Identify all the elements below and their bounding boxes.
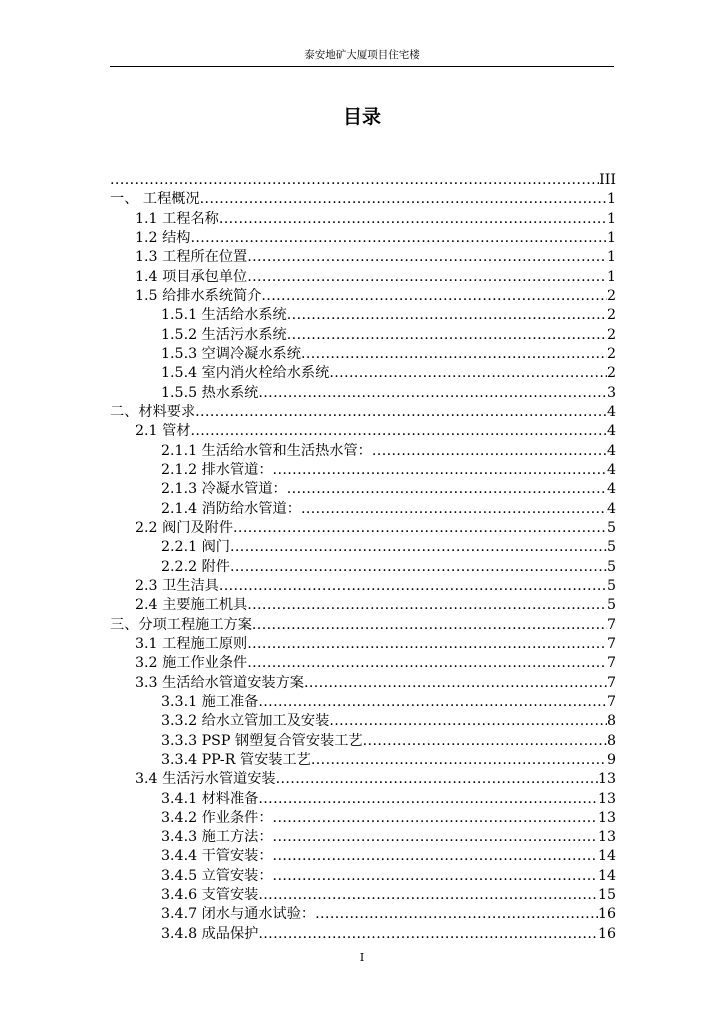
toc-entry-label: 1.5.2 生活污水系统 — [161, 326, 287, 343]
toc-dot-leader — [230, 538, 607, 557]
toc-entry[interactable] — [110, 538, 616, 557]
toc-entry-label: 1.5 给排水系统简介 — [135, 287, 262, 304]
toc-entry-page: 5 — [606, 558, 616, 575]
toc-entry-page: 4 — [606, 423, 616, 440]
toc-entry[interactable] — [110, 364, 616, 383]
toc-entry-page: 2 — [606, 365, 616, 382]
table-of-contents — [110, 171, 616, 944]
toc-entry-page: 14 — [597, 867, 616, 884]
toc-entry-page: 13 — [597, 790, 616, 807]
toc-entry[interactable] — [110, 712, 616, 731]
toc-entry[interactable] — [110, 732, 616, 751]
toc-entry[interactable] — [110, 422, 616, 441]
toc-entry-page: 1 — [606, 249, 616, 266]
toc-entry[interactable] — [110, 345, 616, 364]
toc-entry-label: 3.4.7 闭水与通水试验： — [161, 906, 316, 923]
toc-entry-label: 2.2.1 阀门 — [161, 539, 230, 556]
toc-entry-page: 5 — [606, 597, 616, 614]
toc-dot-leader — [287, 306, 607, 325]
toc-entry-page: 5 — [606, 539, 616, 556]
toc-dot-leader — [301, 345, 607, 364]
toc-entry-label: 1.5.5 热水系统 — [161, 384, 259, 401]
toc-entry-label: 2.1.4 消防给水管道： — [161, 500, 301, 517]
toc-entry[interactable] — [110, 326, 616, 345]
toc-dot-leader — [276, 770, 598, 789]
toc-dot-leader — [247, 654, 607, 673]
toc-dot-leader — [287, 480, 607, 499]
toc-entry-page: 8 — [606, 713, 616, 730]
toc-dot-leader — [258, 925, 598, 944]
toc-entry-label: 3.4.8 成品保护 — [161, 925, 259, 942]
toc-entry-page: 2 — [606, 345, 616, 362]
toc-dot-leader — [233, 519, 607, 538]
toc-entry-page: 7 — [606, 616, 616, 633]
toc-entry[interactable] — [110, 384, 616, 403]
toc-entry[interactable] — [110, 654, 616, 673]
toc-dot-leader — [247, 596, 607, 615]
toc-entry-page: 16 — [597, 906, 616, 923]
toc-entry-label: 2.2 阀门及附件 — [135, 519, 234, 536]
page-number: I — [359, 951, 365, 964]
toc-entry[interactable] — [110, 268, 616, 287]
toc-entry-label: 2.2.2 附件 — [161, 558, 230, 575]
toc-entry-page: 1 — [606, 191, 616, 208]
toc-entry[interactable] — [110, 693, 616, 712]
toc-entry-page: III — [599, 172, 616, 188]
toc-entry-label: 三、分项工程施工方案 — [110, 616, 252, 633]
toc-entry-page: 7 — [606, 635, 616, 652]
toc-entry[interactable] — [110, 616, 616, 635]
toc-dot-leader — [230, 558, 607, 577]
toc-dot-leader — [311, 751, 607, 770]
toc-entry-label: 3.3.3 PSP 钢塑复合管安装工艺 — [161, 732, 363, 749]
toc-entry-page: 2 — [606, 287, 616, 304]
toc-dot-leader — [247, 635, 607, 654]
toc-entry[interactable] — [110, 210, 616, 229]
toc-dot-leader — [261, 287, 607, 306]
toc-entry[interactable] — [110, 809, 616, 828]
toc-dot-leader — [329, 364, 607, 383]
toc-entry-page: 4 — [606, 461, 616, 478]
toc-entry[interactable] — [110, 248, 616, 267]
toc-entry[interactable] — [110, 480, 616, 499]
toc-entry[interactable] — [110, 287, 616, 306]
toc-entry[interactable] — [110, 442, 616, 461]
toc-dot-leader — [329, 712, 607, 731]
toc-dot-leader — [258, 693, 607, 712]
toc-dot-leader — [190, 422, 607, 441]
toc-entry[interactable] — [110, 847, 616, 866]
toc-entry[interactable] — [110, 828, 616, 847]
toc-entry-label: 3.3.4 PP-R 管安装工艺 — [161, 751, 311, 768]
toc-entry-label: 2.1.3 冷凝水管道： — [161, 481, 287, 498]
toc-entry-label: 二、材料要求 — [110, 403, 196, 420]
toc-entry-page: 1 — [606, 268, 616, 285]
toc-entry[interactable] — [110, 558, 616, 577]
running-header: 泰安地矿大厦项目住宅楼 — [304, 49, 420, 61]
toc-entry-page: 8 — [606, 732, 616, 749]
toc-entry-page: 13 — [597, 771, 616, 788]
toc-entry[interactable] — [110, 577, 616, 596]
toc-entry[interactable] — [110, 461, 616, 480]
toc-entry-label: 3.1 工程施工原则 — [135, 635, 248, 652]
toc-entry[interactable] — [110, 519, 616, 538]
toc-entry-page: 1 — [606, 210, 616, 227]
toc-dot-leader — [200, 190, 607, 209]
toc-entry[interactable] — [110, 190, 616, 209]
toc-entry[interactable] — [110, 674, 616, 693]
toc-entry[interactable] — [110, 171, 616, 190]
toc-entry-label: 2.1 管材 — [135, 423, 191, 440]
toc-entry-page: 4 — [606, 481, 616, 498]
toc-entry-label: 3.4.4 干管安装： — [161, 848, 273, 865]
toc-entry[interactable] — [110, 886, 616, 905]
toc-entry[interactable] — [110, 751, 616, 770]
toc-dot-leader — [258, 886, 598, 905]
toc-entry-page: 15 — [597, 887, 616, 904]
toc-entry-page: 7 — [606, 674, 616, 691]
header-rule — [110, 66, 614, 67]
toc-dot-leader — [372, 442, 607, 461]
toc-dot-leader — [219, 577, 607, 596]
toc-entry-label: 1.3 工程所在位置 — [135, 249, 248, 266]
toc-entry-page: 5 — [606, 577, 616, 594]
toc-dot-leader — [273, 461, 607, 480]
toc-entry-label: 2.4 主要施工机具 — [135, 597, 248, 614]
toc-entry-label: 1.5.1 生活给水系统 — [161, 307, 287, 324]
toc-entry-label: 1.5.3 空调冷凝水系统 — [161, 345, 301, 362]
toc-entry-label: 3.3 生活给水管道安装方案 — [135, 674, 304, 691]
toc-dot-leader — [219, 210, 607, 229]
toc-entry-label: 2.3 卫生洁具 — [135, 577, 219, 594]
toc-entry-page: 5 — [606, 519, 616, 536]
toc-dot-leader — [110, 171, 599, 190]
toc-entry-label: 3.4 生活污水管道安装 — [135, 771, 276, 788]
toc-entry-label: 3.4.2 作业条件： — [161, 809, 273, 826]
toc-entry-page: 4 — [606, 500, 616, 517]
toc-dot-leader — [258, 384, 607, 403]
toc-dot-leader — [247, 248, 607, 267]
toc-entry[interactable] — [110, 925, 616, 944]
toc-entry-label: 3.4.6 支管安装 — [161, 887, 259, 904]
toc-entry[interactable] — [110, 635, 616, 654]
toc-dot-leader — [273, 847, 598, 866]
toc-entry-label: 1.1 工程名称 — [135, 210, 219, 227]
toc-entry-page: 14 — [597, 848, 616, 865]
toc-dot-leader — [301, 500, 607, 519]
toc-entry-page: 13 — [597, 809, 616, 826]
toc-entry-page: 4 — [606, 403, 616, 420]
toc-dot-leader — [252, 616, 607, 635]
toc-dot-leader — [247, 268, 607, 287]
toc-dot-leader — [287, 326, 607, 345]
toc-entry-page: 7 — [606, 693, 616, 710]
toc-entry[interactable] — [110, 596, 616, 615]
toc-entry[interactable] — [110, 229, 616, 248]
toc-entry[interactable] — [110, 905, 616, 924]
toc-entry[interactable] — [110, 500, 616, 519]
toc-entry-page: 7 — [606, 655, 616, 672]
toc-entry-label: 2.1.2 排水管道： — [161, 461, 273, 478]
toc-entry[interactable] — [110, 306, 616, 325]
toc-entry-page: 13 — [597, 829, 616, 846]
toc-entry-page: 2 — [606, 307, 616, 324]
toc-entry-label: 1.2 结构 — [135, 229, 191, 246]
toc-entry-label: 一、 工程概况 — [110, 191, 200, 208]
toc-entry-label: 3.4.5 立管安装： — [161, 867, 273, 884]
toc-dot-leader — [273, 828, 598, 847]
toc-entry-label: 3.3.2 给水立管加工及安装 — [161, 713, 330, 730]
toc-entry-page: 16 — [597, 925, 616, 942]
toc-entry-label: 3.2 施工作业条件 — [135, 655, 248, 672]
toc-dot-leader — [195, 403, 607, 422]
toc-dot-leader — [273, 867, 598, 886]
toc-entry-label: 1.5.4 室内消火栓给水系统 — [161, 365, 330, 382]
toc-entry-page: 2 — [606, 326, 616, 343]
toc-entry[interactable] — [110, 790, 616, 809]
toc-entry-page: 3 — [606, 384, 616, 401]
toc-dot-leader — [363, 732, 607, 751]
page-title: 目录 — [342, 106, 381, 128]
toc-entry[interactable] — [110, 770, 616, 789]
toc-entry-label: 1.4 项目承包单位 — [135, 268, 248, 285]
toc-entry-page: 1 — [606, 229, 616, 246]
toc-entry-label: 3.4.1 材料准备 — [161, 790, 259, 807]
toc-entry-label: 3.3.1 施工准备 — [161, 693, 259, 710]
toc-entry[interactable] — [110, 403, 616, 422]
toc-entry[interactable] — [110, 867, 616, 886]
toc-dot-leader — [258, 790, 598, 809]
toc-dot-leader — [190, 229, 607, 248]
toc-dot-leader — [273, 809, 598, 828]
toc-entry-page: 9 — [606, 751, 616, 768]
toc-entry-label: 2.1.1 生活给水管和生活热水管： — [161, 442, 372, 459]
toc-entry-page: 4 — [606, 442, 616, 459]
toc-entry-label: 3.4.3 施工方法： — [161, 829, 273, 846]
toc-dot-leader — [315, 905, 598, 924]
toc-dot-leader — [304, 674, 607, 693]
